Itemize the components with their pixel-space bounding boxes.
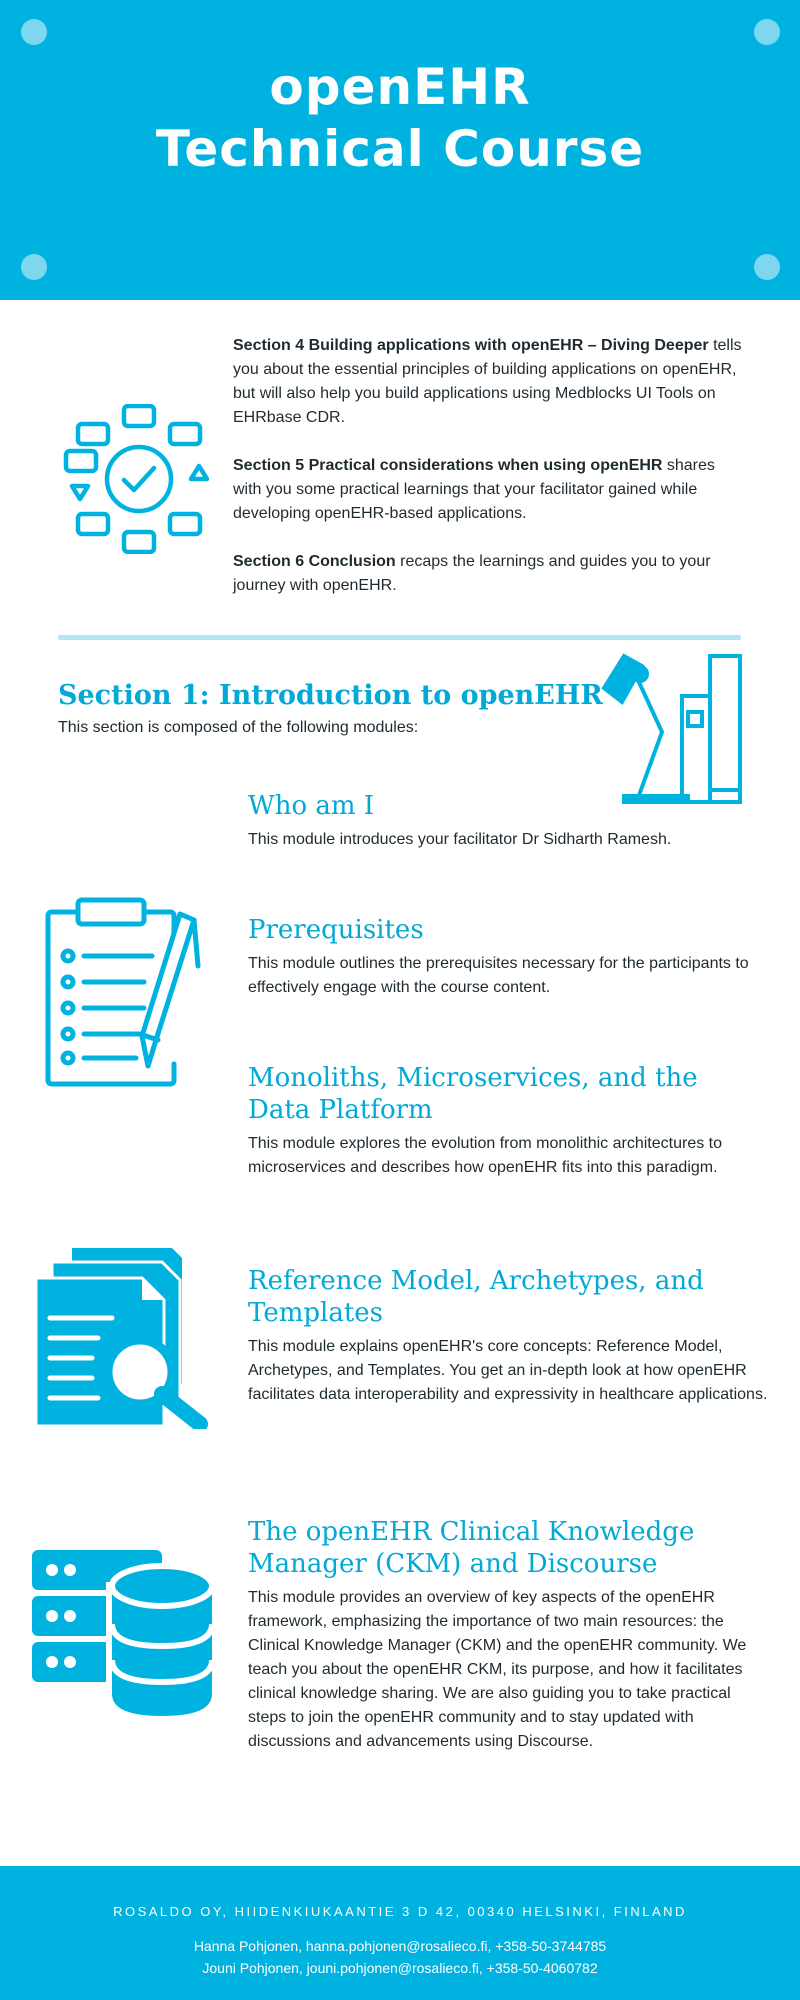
divider xyxy=(58,635,741,640)
section4-text: tells you about the essential principles of building applications on openEHR, but will also help you build applications using Medblocks UI Tools on EHRbase CDR. xyxy=(233,337,742,426)
server-database-icon xyxy=(32,1548,222,1728)
section-subtitle: This section is composed of the following modules: xyxy=(58,719,419,736)
intro-text xyxy=(233,334,743,622)
module-monoliths xyxy=(248,1062,768,1180)
module-description: This module explains openEHR's core concepts: Reference Model, Archetypes, and Templates. You get an in-depth look at how openEHR facilitates data interoperability and expressivity in healthcare applications. xyxy=(248,1338,768,1403)
module-title: Who am I xyxy=(248,791,375,821)
footer-contact-jouni: Jouni Pohjonen, jouni.pohjonen@rosalieco.fi, +358-50-4060782 xyxy=(202,1960,598,1976)
page-title xyxy=(0,56,800,180)
module-title: Reference Model, Archetypes, and Templates xyxy=(248,1266,704,1328)
corner-dot xyxy=(21,254,47,280)
module-description: This module outlines the prerequisites necessary for the participants to effectively engage with the course content. xyxy=(248,955,749,996)
footer xyxy=(0,1866,800,2000)
module-title: The openEHR Clinical Knowledge Manager (CKM) and Discourse xyxy=(248,1517,695,1579)
section6-text: recaps the learnings and guides you to your journey with openEHR. xyxy=(233,553,711,594)
module-title: Monoliths, Microservices, and the Data Platform xyxy=(248,1063,698,1125)
document-search-icon xyxy=(32,1244,217,1429)
section-title: Section 1: Introduction to openEHR xyxy=(58,680,603,711)
module-reference-model xyxy=(248,1265,768,1407)
module-title: Prerequisites xyxy=(248,915,424,945)
module-description: This module introduces your facilitator Dr Sidharth Ramesh. xyxy=(248,831,672,848)
section5-paragraph xyxy=(233,454,743,526)
corner-dot xyxy=(754,19,780,45)
title-line-2: Technical Course xyxy=(155,120,645,178)
module-who-am-i xyxy=(248,790,768,852)
header-banner xyxy=(0,0,800,300)
module-ckm-discourse xyxy=(248,1516,768,1754)
module-prerequisites xyxy=(248,914,768,1000)
section5-heading: Section 5 Practical considerations when using openEHR xyxy=(233,457,663,474)
footer-contact-hanna: Hanna Pohjonen, hanna.pohjonen@rosalieco.fi, +358-50-3744785 xyxy=(193,1938,607,1954)
module-description: This module provides an overview of key aspects of the openEHR framework, emphasizing the importance of two main resources: the Clinical Knowledge Manager (CKM) and the openEHR community. We teach you about the openEHR CKM, its purpose, and how it facilitates clinical knowledge sharing. We are also guiding you to take practical steps to join the openEHR community and to stay updated with discussions and advancements using Discourse. xyxy=(248,1589,747,1750)
corner-dot xyxy=(21,19,47,45)
title-line-1: openEHR xyxy=(269,58,531,116)
desk-lamp-books-icon xyxy=(600,652,745,807)
corner-dot xyxy=(754,254,780,280)
footer-address: ROSALDO OY, HIIDENKIUKAANTIE 3 D 42, 00340 HELSINKI, FINLAND xyxy=(113,1904,687,1919)
module-description: This module explores the evolution from monolithic architectures to microservices and describes how openEHR fits into this paradigm. xyxy=(248,1135,722,1176)
section6-paragraph xyxy=(233,550,743,598)
clipboard-checklist-icon xyxy=(44,896,204,1088)
section5-text: shares with you some practical learnings that your facilitator gained while developing openEHR-based applications. xyxy=(233,457,715,522)
section4-heading: Section 4 Building applications with openEHR – Diving Deeper xyxy=(233,337,709,354)
workflow-check-icon xyxy=(62,404,217,554)
section6-heading: Section 6 Conclusion xyxy=(233,553,396,570)
section4-paragraph xyxy=(233,334,743,430)
